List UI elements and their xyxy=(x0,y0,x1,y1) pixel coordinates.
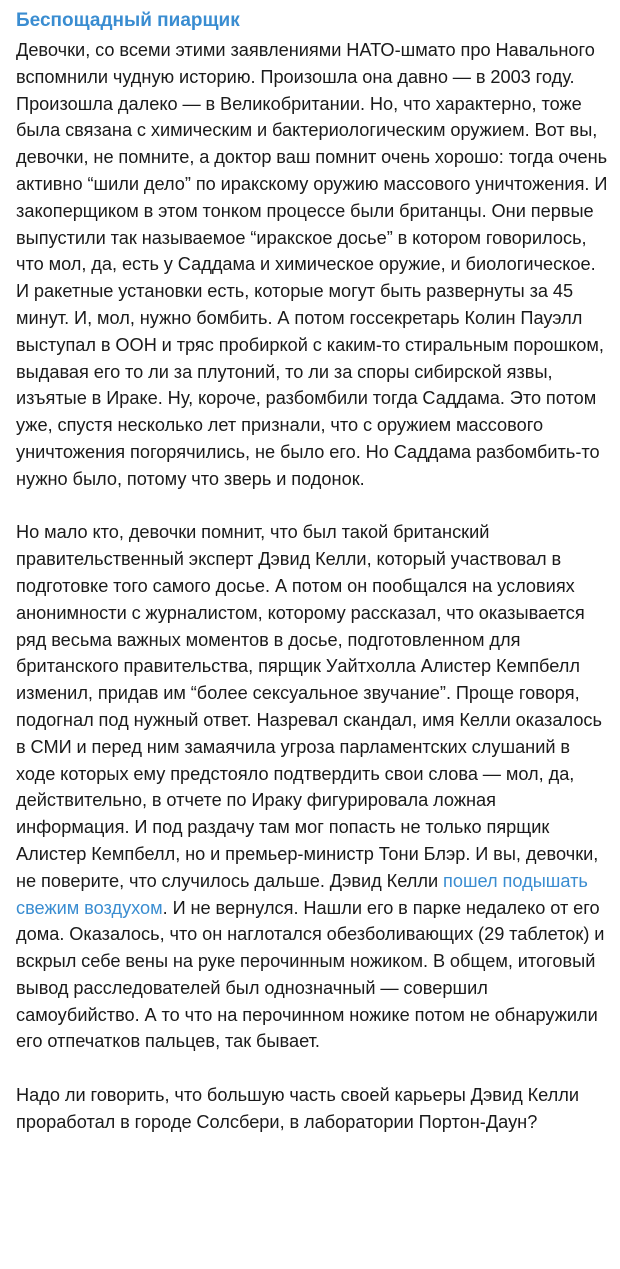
post-link[interactable]: пошел подышать свежим воздухом xyxy=(16,870,588,918)
post-text xyxy=(16,37,612,1136)
paragraph-spacer xyxy=(16,493,612,520)
post-paragraph-2 xyxy=(16,519,612,1055)
post-paragraph-3: Надо ли говорить, что большую часть своей карьеры Дэвид Келли проработал в городе Солсбери, в лаборатории Портон-Даун? xyxy=(16,1085,580,1132)
channel-name[interactable]: Беспощадный пиарщик xyxy=(16,10,240,31)
post-paragraph-1: Девочки, со всеми этими заявлениями НАТО-шмато про Навального вспомнили чудную историю. Произошла она давно — в 2003 году. Произошла далеко — в Великобритании. Но, что характерно, тоже была связана с химическим и бактериологическим оружием. Вот вы, девочки, не помните, а доктор ваш помнит очень хорошо: тогда очень активно “шили дело” по иракскому оружию массового уничтожения. И закоперщиком в этом тонком процессе были британцы. Они первые выпустили так называемое “иракское досье” в котором говорилось, что мол, да, есть у Саддама и химическое оружие, и биологическое. И ракетные установки есть, которые могут быть развернуты за 45 минут. И, мол, нужно бомбить. А потом госсекретарь Колин Пауэлл выступал в ООН и тряс пробиркой с каким-то стиральным порошком, выдавая его то ли за плутоний, то ли за споры сибирской язвы, изъятые в Ираке. Ну, короче, разбомбили тогда Саддама. Это потом уже, спустя несколько лет признали, что с оружием массового уничтожения погорячились, не было его. Но Саддама разбомбить-то нужно было, потому что зверь и подонок. xyxy=(16,40,608,489)
paragraph-2-text-end: . И не вернулся. Нашли его в парке недалеко от его дома. Оказалось, что он наглотался обезболивающих (29 таблеток) и вскрыл себе вены на руке перочинным ножиком. В общем, итоговый вывод расследователей был однозначный — совершил самоубийство. А то что на перочинном ножике потом не обнаружили его отпечатков пальцев, так бывает. xyxy=(16,897,605,1052)
paragraph-2-text-start: Но мало кто, девочки помнит, что был такой британский правительственный эксперт Дэвид Келли, который участвовал в подготовке того самого досье. А потом он пообщался на условиях анонимности с журналистом, которому рассказал, что оказывается ряд весьма важных моментов в досье, подготовленном для британского правительства, пярщик Уайтхолла Алистер Кемпбелл изменил, придав им “более сексуальное звучание”. Проще говоря, подогнал под нужный ответ. Назревал скандал, имя Келли оказалось в СМИ и перед ним замаячила угроза парламентских слушаний в ходе которых ему предстояло подтвердить свои слова — мол, да, действительно, в отчете по Ираку фигурировала ложная информация. И под раздачу там мог попасть не только пярщик Алистер Кемпбелл, но и премьер-министр Тони Блэр. И вы, девочки, не поверите, что случилось дальше. Дэвид Келли xyxy=(16,522,603,891)
paragraph-spacer xyxy=(16,1055,612,1082)
